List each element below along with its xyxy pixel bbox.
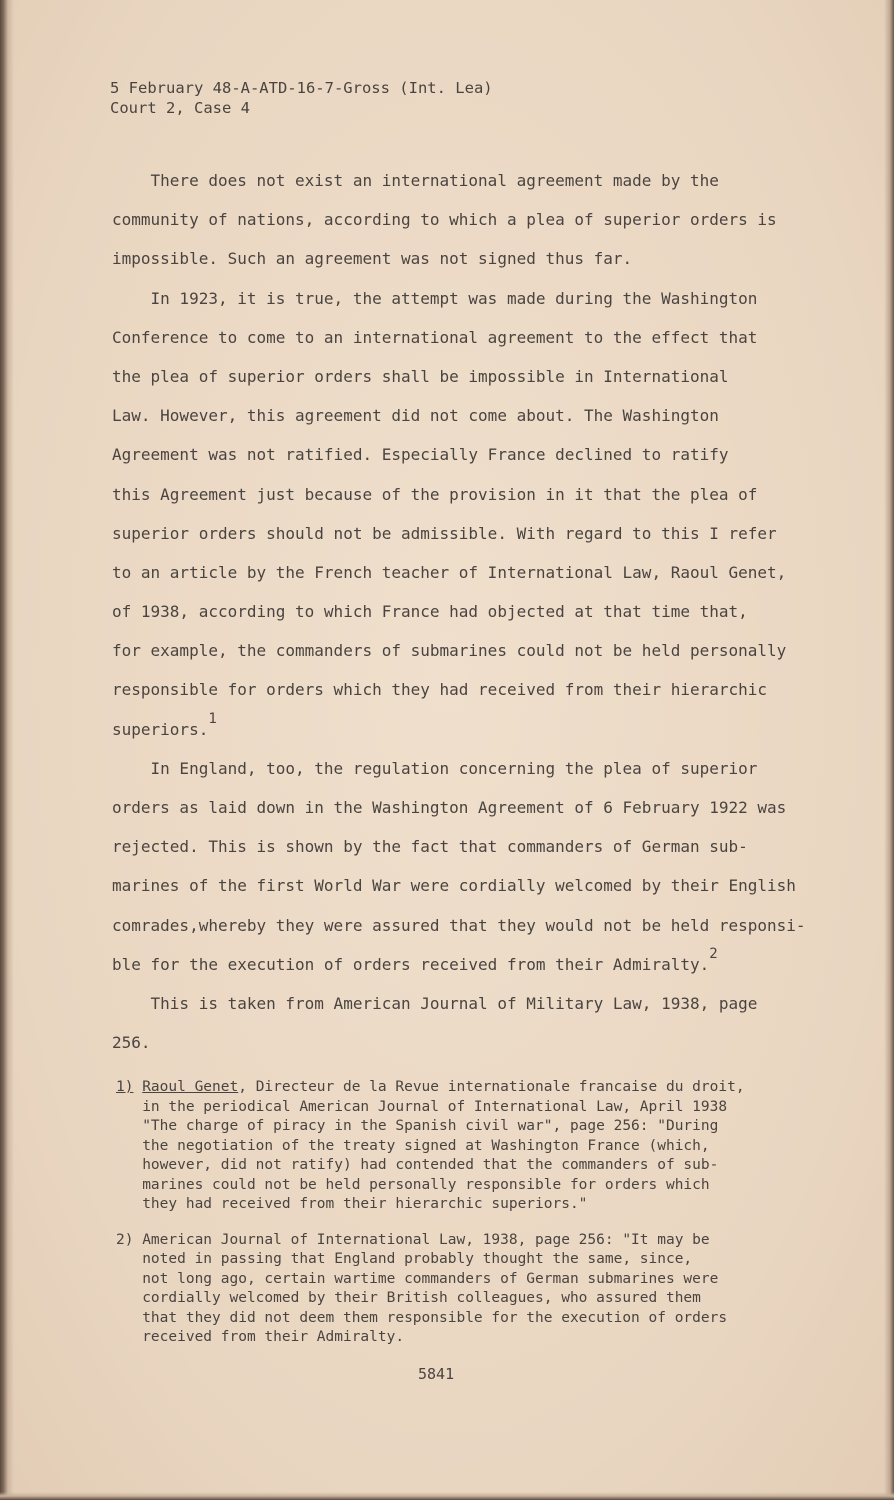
header-line-1: 5 February 48-A-ATD-16-7-Gross (Int. Lea) <box>110 79 493 97</box>
body-line-with-ref <box>112 945 812 991</box>
document-body <box>112 168 812 1069</box>
footnote-2 <box>116 1231 836 1348</box>
footnote-line: cordially welcomed by their British colleagues, who assured them <box>116 1290 701 1306</box>
body-line: community of nations, according to which a plea of superior orders is <box>112 210 777 230</box>
body-line: the plea of superior orders shall be impossible in International <box>112 366 729 386</box>
body-line: Conference to come to an international agreement to the effect that <box>112 327 758 347</box>
body-line: this Agreement just because of the provision in it that the plea of <box>112 484 758 504</box>
page-edge-left <box>0 0 14 1500</box>
page-edge-bottom <box>0 1492 894 1500</box>
document-header <box>110 78 493 118</box>
body-line: There does not exist an international agreement made by the <box>112 171 719 190</box>
footnote-line: not long ago, certain wartime commanders of German submarines were <box>116 1270 719 1287</box>
body-line: impossible. Such an agreement was not signed thus far. <box>112 249 633 269</box>
footnote-line: in the periodical American Journal of International Law, April 1938 <box>116 1098 728 1115</box>
footnote-line: received from their Admiralty. <box>116 1329 405 1345</box>
page-number: 5841 <box>418 1365 455 1383</box>
body-line: In 1923, it is true, the attempt was made during the Washington <box>112 288 758 308</box>
footnote-line: noted in passing that England probably thought the same, since, <box>116 1251 693 1267</box>
page-edge-right <box>884 0 894 1500</box>
body-line-text: ble for the execution of orders received from their Admiralty. <box>112 954 710 974</box>
footnote-line-text: , Directeur de la Revue internationale francaise du droit, <box>238 1079 745 1095</box>
footnote-1 <box>116 1078 836 1215</box>
header-line-2: Court 2, Case 4 <box>110 99 250 117</box>
footnote-line: however, did not ratify) had contended that the commanders of sub- <box>116 1157 719 1173</box>
body-line: responsible for orders which they had received from their hierarchic <box>112 680 768 700</box>
body-line-text: superiors. <box>112 719 209 739</box>
body-line: orders as laid down in the Washington Agreement of 6 February 1922 was <box>112 798 787 817</box>
footnote-line: marines could not be held personally responsible for orders which <box>116 1176 710 1193</box>
body-line: This is taken from American Journal of Military Law, 1938, page <box>112 993 758 1013</box>
footnote-line: the negotiation of the treaty signed at Washington France (which, <box>116 1137 710 1154</box>
footnote-line: "The charge of piracy in the Spanish civil war", page 256: "During <box>116 1118 719 1134</box>
footnote-1-marker: 1) <box>116 1079 134 1095</box>
body-line: superior orders should not be admissible. With regard to this I refer <box>112 523 777 543</box>
body-line-with-ref <box>112 710 812 756</box>
body-line: comrades,whereby they were assured that they would not be held responsi- <box>112 915 806 935</box>
body-line: rejected. This is shown by the fact that commanders of German sub- <box>112 837 748 857</box>
footnote-line <box>116 1078 836 1098</box>
body-line: to an article by the French teacher of International Law, Raoul Genet, <box>112 562 787 582</box>
footnote-1-author: Raoul Genet <box>142 1079 239 1095</box>
body-line: Agreement was not ratified. Especially France declined to ratify <box>112 445 729 465</box>
body-line: for example, the commanders of submarines could not be held personally <box>112 641 787 661</box>
body-line: of 1938, according to which France had objected at that time that, <box>112 602 748 622</box>
footnote-line: they had received from their hierarchic superiors." <box>116 1196 588 1212</box>
footnote-line: that they did not deem them responsible for the execution of orders <box>116 1309 728 1326</box>
body-line: Law. However, this agreement did not come about. The Washington <box>112 406 719 426</box>
body-line: 256. <box>112 1033 151 1053</box>
footnote-ref-2: 2 <box>709 945 718 962</box>
footnote-line: 2) American Journal of International Law, 1938, page 256: "It may be <box>116 1231 710 1248</box>
footnote-ref-1: 1 <box>208 710 217 727</box>
body-line: In England, too, the regulation concerning the plea of superior <box>112 758 758 778</box>
body-line: marines of the first World War were cordially welcomed by their English <box>112 876 796 896</box>
footnotes <box>116 1078 836 1364</box>
